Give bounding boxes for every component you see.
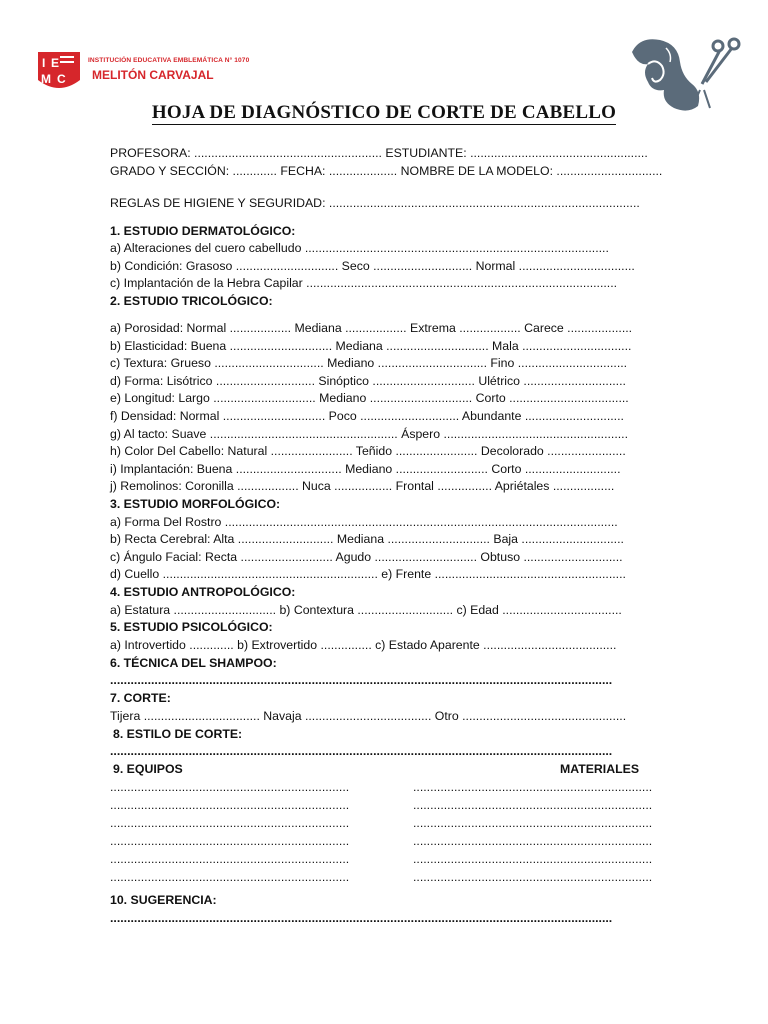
form-field-line: c) Ángulo Facial: Recta ........................... Agudo .............................. Obtuso .............................: [110, 550, 623, 564]
section-heading: 2. ESTUDIO TRICOLÓGICO:: [110, 294, 273, 308]
form-field-line: ......................................................................: [413, 798, 653, 812]
form-field-line: ......................................................................: [413, 852, 653, 866]
form-field-line: REGLAS DE HIGIENE Y SEGURIDAD: ...........................................................................................: [110, 196, 640, 210]
section-heading: MATERIALES: [560, 762, 640, 776]
form-field-line: Tijera .................................. Navaja ..................................... Otro ................................................: [110, 709, 627, 723]
form-field-line: f) Densidad: Normal .............................. Poco ............................. Abundante .............................: [110, 409, 624, 423]
form-field-line: ......................................................................: [110, 870, 350, 884]
svg-text:C: C: [57, 72, 66, 86]
form-field-line: i) Implantación: Buena ............................... Mediano ........................... Corto ............................: [110, 462, 621, 476]
school-logo-mark: [36, 50, 82, 94]
section-heading: ...................................................................................................................................................: [110, 673, 613, 687]
form-field-line: d) Cuello ............................................................... e) Frente ........................................................: [110, 567, 626, 581]
section-heading: ...................................................................................................................................................: [110, 911, 613, 925]
form-field-line: ......................................................................: [110, 852, 350, 866]
form-field-line: ......................................................................: [413, 834, 653, 848]
form-field-line: g) Al tacto: Suave ....................................................... Áspero ......................................................: [110, 427, 628, 441]
section-heading: 5. ESTUDIO PSICOLÓGICO:: [110, 620, 273, 634]
svg-text:M: M: [41, 72, 51, 86]
section-heading: 7. CORTE:: [110, 691, 171, 705]
form-field-line: b) Condición: Grasoso .............................. Seco ............................. Normal ..................................: [110, 259, 635, 273]
form-field-line: PROFESORA: ....................................................... ESTUDIANTE: ....................................................: [110, 146, 648, 160]
form-field-line: a) Alteraciones del cuero cabelludo .........................................................................................: [110, 241, 609, 255]
section-heading: 10. SUGERENCIA:: [110, 893, 217, 907]
form-field-line: ......................................................................: [110, 834, 350, 848]
form-field-line: b) Recta Cerebral: Alta ............................ Mediana .............................. Baja ..............................: [110, 532, 624, 546]
form-field-line: ......................................................................: [110, 780, 350, 794]
form-field-line: ......................................................................: [413, 780, 653, 794]
page-title: HOJA DE DIAGNÓSTICO DE CORTE DE CABELLO: [151, 102, 617, 123]
section-heading: 1. ESTUDIO DERMATOLÓGICO:: [110, 224, 296, 238]
form-field-line: e) Longitud: Largo .............................. Mediano .............................. Corto ...................................: [110, 391, 629, 405]
form-field-line: h) Color Del Cabello: Natural ........................ Teñido ........................ Decolorado .......................: [110, 444, 626, 458]
form-field-line: a) Forma Del Rostro ...................................................................................................................: [110, 515, 618, 529]
form-field-line: a) Porosidad: Normal .................. Mediana .................. Extrema .................. Carece ...................: [110, 321, 633, 335]
form-field-line: ......................................................................: [110, 816, 350, 830]
section-heading: 6. TÉCNICA DEL SHAMPOO:: [110, 656, 277, 670]
section-heading: 3. ESTUDIO MORFOLÓGICO:: [110, 497, 281, 511]
school-logo: [36, 44, 250, 100]
svg-text:I: I: [42, 56, 46, 70]
section-heading: 4. ESTUDIO ANTROPOLÓGICO:: [110, 585, 296, 599]
form-field-line: b) Elasticidad: Buena .............................. Mediana .............................. Mala ................................: [110, 339, 632, 353]
form-field-line: a) Estatura .............................. b) Contextura ............................ c) Edad ...................................: [110, 603, 622, 617]
school-name-line2: MELITÓN CARVAJAL: [92, 68, 214, 82]
form-field-line: ......................................................................: [413, 870, 653, 884]
school-name-line1: INSTITUCIÓN EDUCATIVA EMBLEMÁTICA N° 1070: [88, 57, 250, 64]
section-heading: ...................................................................................................................................................: [110, 744, 613, 758]
form-field-line: ......................................................................: [110, 798, 350, 812]
section-heading: 8. ESTILO DE CORTE:: [113, 727, 243, 741]
form-field-line: ......................................................................: [413, 816, 653, 830]
form-field-line: c) Implantación de la Hebra Capilar ...........................................................................................: [110, 276, 618, 290]
form-field-line: d) Forma: Lisótrico ............................. Sinóptico .............................. Ulétrico ..............................: [110, 374, 626, 388]
section-heading: 9. EQUIPOS: [113, 762, 183, 776]
form-field-line: j) Remolinos: Coronilla .................. Nuca ................. Frontal ................ Apriétales ..................: [110, 479, 615, 493]
form-field-line: a) Introvertido ............. b) Extrovertido ............... c) Estado Aparente .......................................: [110, 638, 617, 652]
form-field-line: GRADO Y SECCIÓN: ............. FECHA: .................... NOMBRE DE LA MODELO: ...............................: [110, 164, 663, 178]
form-field-line: c) Textura: Grueso ................................ Mediano ................................ Fino ................................: [110, 356, 628, 370]
svg-text:E: E: [51, 56, 60, 70]
